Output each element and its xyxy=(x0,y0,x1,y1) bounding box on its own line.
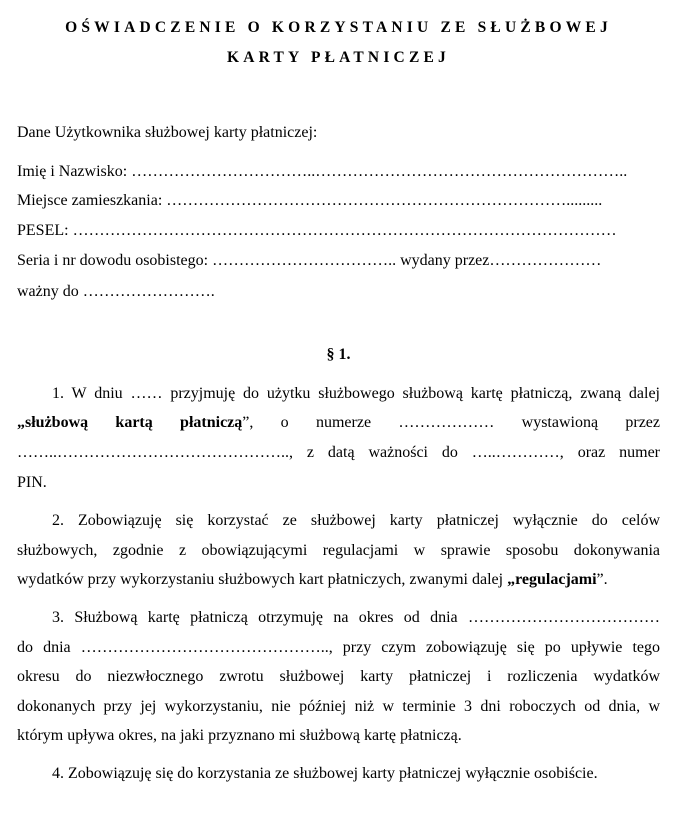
paragraph-1-line-1: 1. W dniu …… przyjmuję do użytku służbowego służbową kartę płatniczą, zwaną dalej xyxy=(52,385,660,402)
paragraph-3-line-4: dokonanych przy jej wykorzystaniu, nie później niż w terminie 3 dni roboczych od dnia, w xyxy=(17,698,660,715)
paragraph-1-line-2-text: ”, o numerze ……………… wystawioną przez xyxy=(242,414,660,431)
document-title-line-1: OŚWIADCZENIE O KORZYSTANIU ZE SŁUŻBOWEJ xyxy=(65,19,612,36)
address-row: Miejsce zamieszkania: …………………………………………………………………......... xyxy=(17,192,603,209)
paragraph-1-line-3: ……..…………………………………….., z datą ważności do …..…………, oraz numer xyxy=(17,444,660,461)
paragraph-2-line-3-end: ”. xyxy=(596,571,608,588)
paragraph-3-line-3: okresu do niezwłocznego zwrotu służbowej karty płatniczej i rozliczenia wydatków xyxy=(17,668,660,685)
defined-term-card: „służbową kartą płatniczą xyxy=(17,414,243,431)
user-data-heading: Dane Użytkownika służbowej karty płatniczej: xyxy=(17,124,318,141)
paragraph-1-line-2 xyxy=(17,408,660,438)
section-heading: § 1. xyxy=(326,346,351,363)
paragraph-3-line-5: którym upływa okres, na jaki przyznano mi służbową kartę płatniczą. xyxy=(17,727,462,744)
paragraph-4-line-1: 4. Zobowiązuję się do korzystania ze służbowej karty płatniczej wyłącznie osobiście. xyxy=(52,765,598,782)
document-title-line-2: KARTY PŁATNICZEJ xyxy=(227,49,450,66)
paragraph-2-line-3 xyxy=(17,565,660,595)
paragraph-2-line-1: 2. Zobowiązuję się korzystać ze służbowej karty płatniczej wyłącznie do celów xyxy=(52,512,660,529)
name-row: Imię i Nazwisko: ……………………………..………………………………………………….. xyxy=(17,163,628,180)
paragraph-2-line-3-text: wydatków przy wykorzystaniu służbowych kart płatniczych, zwanymi dalej xyxy=(17,571,508,588)
defined-term-regulations: „regulacjami xyxy=(507,571,597,588)
paragraph-3-line-1: 3. Służbową kartę płatniczą otrzymuję na okres od dnia ……………………………… xyxy=(52,609,660,626)
pesel-row: PESEL: ………………………………………………………………………………………… xyxy=(17,222,617,239)
paragraph-2-line-2: służbowych, zgodnie z obowiązującymi regulacjami w sprawie sposobu dokonywania xyxy=(17,542,660,559)
valid-until-row: ważny do ……………………. xyxy=(17,283,215,300)
id-document-row: Seria i nr dowodu osobistego: …………………………….. wydany przez………………… xyxy=(17,252,602,269)
paragraph-1-line-4: PIN. xyxy=(17,474,47,491)
paragraph-3-line-2: do dnia ……………………………………….., przy czym zobowiązuję się po upływie tego xyxy=(17,639,660,656)
